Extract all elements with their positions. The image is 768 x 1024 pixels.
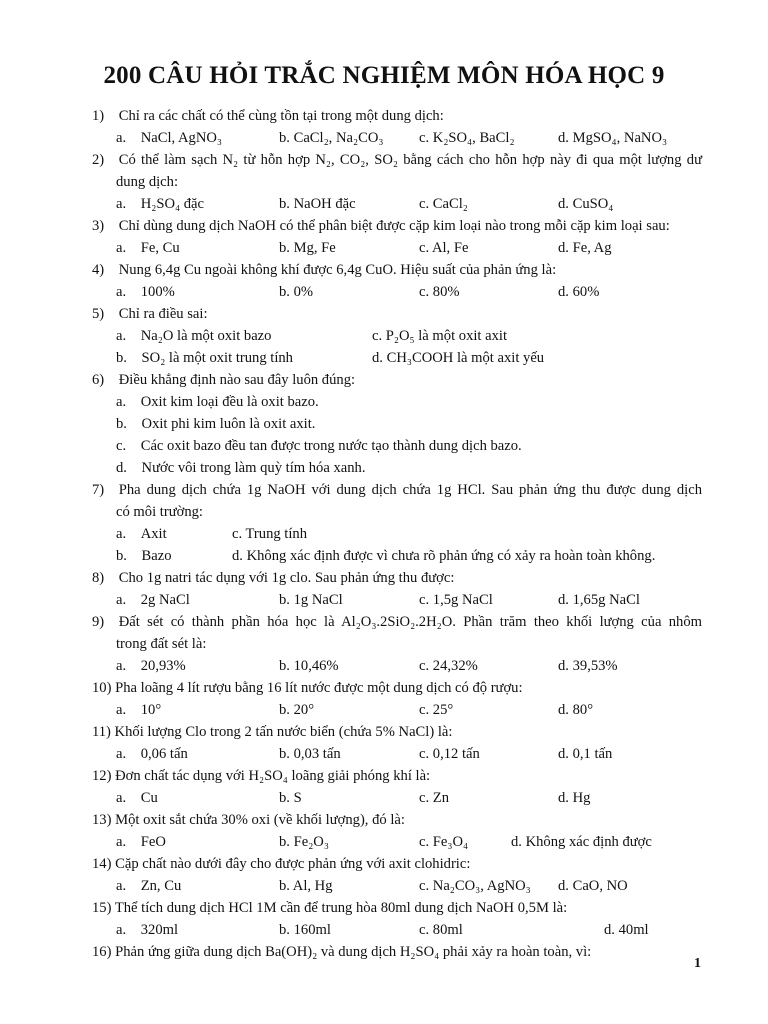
q1-option-a: a. NaCl, AgNO₃ bbox=[116, 130, 223, 146]
q8-option-c: c. 1,5g NaCl bbox=[419, 592, 493, 608]
page-title: 200 CÂU HỎI TRẮC NGHIỆM MÔN HÓA HỌC 9 bbox=[103, 62, 665, 89]
question-12: 12) Đơn chất tác dụng với H₂SO₄ loãng giải phóng khí là: bbox=[92, 768, 431, 784]
q3-option-d: d. Fe, Ag bbox=[558, 240, 612, 256]
q14-option-a: a. Zn, Cu bbox=[116, 878, 182, 894]
q10-option-b: b. 20° bbox=[279, 702, 315, 718]
q7-option-d: d. Không xác định được vì chưa rõ phản ứng có xảy ra hoàn toàn không. bbox=[232, 548, 656, 564]
q8-option-d: d. 1,65g NaCl bbox=[558, 592, 640, 608]
q4-option-a: a. 100% bbox=[116, 284, 175, 300]
q1-option-b: b. CaCl₂, Na₂CO₃ bbox=[279, 130, 384, 146]
q14-option-b: b. Al, Hg bbox=[279, 878, 333, 894]
q5-option-d: d. CH₃COOH là một axit yếu bbox=[372, 350, 545, 366]
q7-option-a: a. Axit bbox=[116, 526, 167, 542]
q6-option-b: b. Oxit phi kim luôn là oxit axit. bbox=[116, 416, 316, 432]
q15-option-d: d. 40ml bbox=[604, 922, 649, 938]
q6-option-d: d. Nước vôi trong làm quỳ tím hóa xanh. bbox=[116, 460, 366, 476]
q11-option-b: b. 0,03 tấn bbox=[279, 746, 341, 762]
q4-option-c: c. 80% bbox=[419, 284, 460, 300]
q5-option-b: b. SO₂ là một oxit trung tính bbox=[116, 350, 293, 366]
q6-option-a: a. Oxit kim loại đều là oxit bazo. bbox=[116, 394, 319, 410]
q4-option-b: b. 0% bbox=[279, 284, 314, 300]
q2-option-c: c. CaCl₂ bbox=[419, 196, 468, 212]
q9-option-d: d. 39,53% bbox=[558, 658, 618, 674]
q2-option-b: b. NaOH đặc bbox=[279, 196, 356, 212]
q3-option-b: b. Mg, Fe bbox=[279, 240, 336, 256]
q9-option-a: a. 20,93% bbox=[116, 658, 186, 674]
q6-option-c: c. Các oxit bazo đều tan được trong nước tạo thành dung dịch bazo. bbox=[116, 438, 522, 454]
q13-option-d: d. Không xác định được bbox=[511, 834, 652, 850]
page-number: 1 bbox=[694, 956, 701, 971]
question-6: 6) Điều khẳng định nào sau đây luôn đúng: bbox=[92, 372, 356, 388]
q12-option-b: b. S bbox=[279, 790, 302, 806]
q7-option-b: b. Bazo bbox=[116, 548, 172, 564]
q10-option-d: d. 80° bbox=[558, 702, 594, 718]
question-11: 11) Khối lượng Clo trong 2 tấn nước biển (chứa 5% NaCl) là: bbox=[92, 724, 453, 740]
question-10: 10) Pha loãng 4 lít rượu bằng 16 lít nước được một dung dịch có độ rượu: bbox=[92, 680, 523, 696]
q12-option-d: d. Hg bbox=[558, 790, 591, 806]
question-3: 3) Chỉ dùng dung dịch NaOH có thể phân biệt được cặp kim loại nào trong mỗi cặp kim loại sau: bbox=[92, 218, 670, 234]
q13-option-a: a. FeO bbox=[116, 834, 166, 850]
question-7: 7) Pha dung dịch chứa 1g NaOH với dung dịch chứa 1g HCl. Sau phản ứng thu được dung dịch bbox=[92, 482, 702, 498]
q15-option-b: b. 160ml bbox=[279, 922, 331, 938]
question-9-cont: trong đất sét là: bbox=[116, 636, 207, 652]
q1-option-d: d. MgSO₄, NaNO₃ bbox=[558, 130, 668, 146]
q11-option-a: a. 0,06 tấn bbox=[116, 746, 188, 762]
q11-option-c: c. 0,12 tấn bbox=[419, 746, 480, 762]
q2-option-d: d. CuSO₄ bbox=[558, 196, 614, 212]
q10-option-c: c. 25° bbox=[419, 702, 454, 718]
q10-option-a: a. 10° bbox=[116, 702, 162, 718]
question-5: 5) Chỉ ra điều sai: bbox=[92, 306, 208, 322]
question-13: 13) Một oxit sắt chứa 30% oxi (về khối lượng), đó là: bbox=[92, 812, 405, 828]
question-16: 16) Phản ứng giữa dung dịch Ba(OH)₂ và dung dịch H₂SO₄ phải xảy ra hoàn toàn, vì: bbox=[92, 944, 592, 960]
q3-option-c: c. Al, Fe bbox=[419, 240, 469, 256]
question-2: 2) Có thể làm sạch N₂ từ hỗn hợp N₂, CO₂, SO₂ bằng cách cho hỗn hợp này đi qua một lượng dư bbox=[92, 152, 702, 168]
q14-option-c: c. Na₂CO₃, AgNO₃ bbox=[419, 878, 531, 894]
question-7-cont: có môi trường: bbox=[116, 504, 203, 520]
q13-option-c: c. Fe₃O₄ bbox=[419, 834, 469, 850]
q14-option-d: d. CaO, NO bbox=[558, 878, 628, 894]
question-15: 15) Thể tích dung dịch HCl 1M cần để trung hòa 80ml dung dịch NaOH 0,5M là: bbox=[92, 900, 568, 916]
q9-option-b: b. 10,46% bbox=[279, 658, 339, 674]
question-2-cont: dung dịch: bbox=[116, 174, 179, 190]
q15-option-c: c. 80ml bbox=[419, 922, 463, 938]
q9-option-c: c. 24,32% bbox=[419, 658, 478, 674]
q1-option-c: c. K₂SO₄, BaCl₂ bbox=[419, 130, 515, 146]
q12-option-a: a. Cu bbox=[116, 790, 158, 806]
q5-option-c: c. P₂O₅ là một oxit axit bbox=[372, 328, 508, 344]
q5-option-a: a. Na₂O là một oxit bazo bbox=[116, 328, 272, 344]
q7-option-c: c. Trung tính bbox=[232, 526, 308, 542]
q8-option-b: b. 1g NaCl bbox=[279, 592, 343, 608]
q4-option-d: d. 60% bbox=[558, 284, 600, 300]
q13-option-b: b. Fe₂O₃ bbox=[279, 834, 329, 850]
q3-option-a: a. Fe, Cu bbox=[116, 240, 180, 256]
question-14: 14) Cặp chất nào dưới đây cho được phản ứng với axit clohidric: bbox=[92, 856, 471, 872]
question-1: 1) Chỉ ra các chất có thể cùng tồn tại trong một dung dịch: bbox=[92, 108, 444, 124]
q8-option-a: a. 2g NaCl bbox=[116, 592, 190, 608]
q15-option-a: a. 320ml bbox=[116, 922, 179, 938]
question-8: 8) Cho 1g natri tác dụng với 1g clo. Sau phản ứng thu được: bbox=[92, 570, 455, 586]
question-4: 4) Nung 6,4g Cu ngoài không khí được 6,4g CuO. Hiệu suất của phản ứng là: bbox=[92, 262, 557, 278]
question-9: 9) Đất sét có thành phần hóa học là Al₂O₃.2SiO₂.2H₂O. Phần trăm theo khối lượng của nhôm bbox=[92, 614, 702, 630]
q12-option-c: c. Zn bbox=[419, 790, 449, 806]
q11-option-d: d. 0,1 tấn bbox=[558, 746, 613, 762]
q2-option-a: a. H₂SO₄ đặc bbox=[116, 196, 204, 212]
